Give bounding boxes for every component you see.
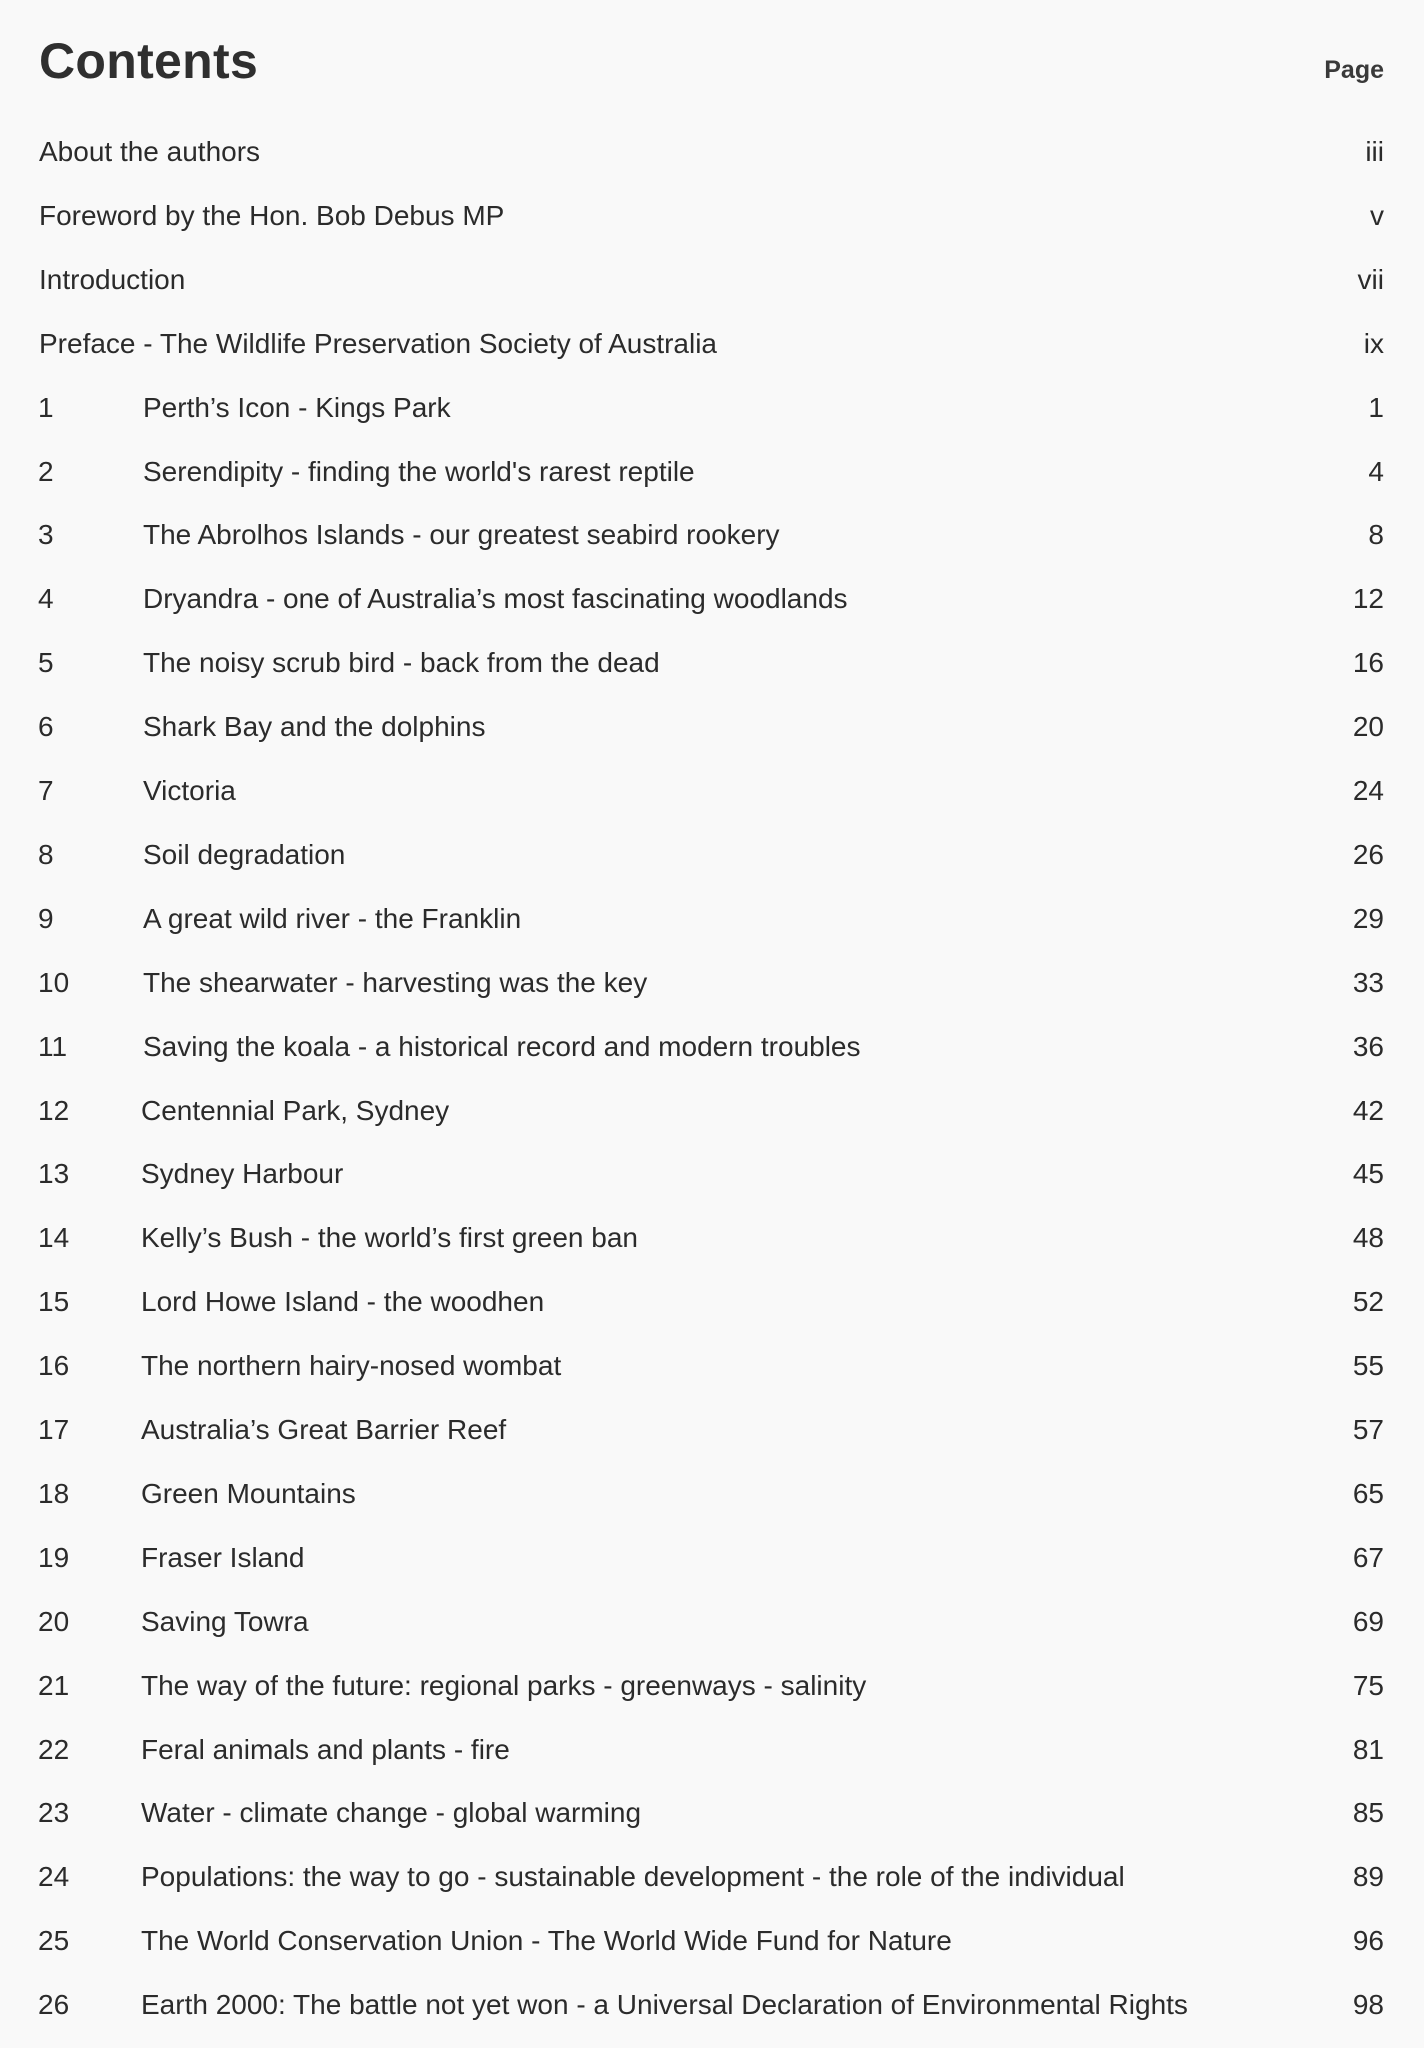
front-matter-item [0, 196, 1424, 236]
page-number: 45 [1352, 1158, 1384, 1190]
page-number: 16 [1352, 647, 1384, 679]
chapter-title: Victoria [143, 775, 236, 806]
chapter-number: 19 [38, 1541, 70, 1573]
chapter-item [0, 899, 1424, 939]
chapter-item [0, 1730, 1424, 1770]
chapter-title: Earth 2000: The battle not yet won - a Universal Declaration of Environmental Rights [141, 1989, 1188, 2021]
page-number: 96 [1352, 1925, 1384, 1957]
page-number: 20 [1352, 711, 1384, 743]
page-number: 85 [1352, 1797, 1384, 1829]
chapter-title: Centennial Park, Sydney [141, 1094, 450, 1126]
chapter-title: Serendipity - finding the world's rarest reptile [143, 455, 695, 487]
page-number: 1 [1368, 391, 1384, 423]
page-number: ix [1363, 327, 1384, 359]
chapter-title: Australia’s Great Barrier Reef [141, 1414, 507, 1445]
chapter-title: Kelly’s Bush - the world’s first green ban [141, 1222, 638, 1254]
front-matter-item [0, 324, 1424, 364]
chapter-number: 8 [38, 838, 54, 870]
chapter-item [0, 1027, 1424, 1067]
chapter-number: 5 [38, 647, 54, 679]
chapter-title: Saving the koala - a historical record and modern troubles [143, 1030, 861, 1062]
chapter-title: Fraser Island [141, 1541, 305, 1573]
page-number: 24 [1352, 775, 1384, 806]
chapter-number: 11 [38, 1030, 68, 1062]
front-matter-item [0, 260, 1424, 300]
chapter-title: Sydney Harbour [141, 1158, 344, 1190]
chapter-title: Water - climate change - global warming [141, 1797, 642, 1829]
chapter-title: The noisy scrub bird - back from the dead [143, 647, 660, 679]
page-number: 12 [1352, 583, 1384, 615]
front-matter-title: Introduction [39, 263, 186, 295]
chapter-item [0, 515, 1424, 555]
page-number: 65 [1352, 1477, 1384, 1509]
chapter-number: 6 [38, 711, 54, 743]
chapter-number: 23 [38, 1797, 70, 1829]
chapter-number: 25 [38, 1925, 70, 1957]
page-number: 33 [1352, 966, 1384, 998]
chapter-number: 13 [38, 1158, 70, 1190]
page-number: iii [1365, 136, 1384, 167]
chapter-item [0, 1154, 1424, 1194]
chapter-title: The way of the future: regional parks - greenways - salinity [141, 1669, 867, 1701]
chapter-title: A great wild river - the Franklin [143, 902, 522, 934]
chapter-number: 2 [38, 455, 54, 487]
page-number: 57 [1352, 1414, 1384, 1445]
chapter-item [0, 643, 1424, 683]
chapter-item [0, 1666, 1424, 1706]
chapter-item [0, 1793, 1424, 1833]
chapter-number: 15 [38, 1286, 70, 1318]
page-number: 75 [1352, 1669, 1384, 1701]
chapter-number: 4 [38, 583, 54, 615]
chapter-title: Saving Towra [141, 1605, 309, 1637]
chapter-title: Feral animals and plants - fire [141, 1733, 510, 1765]
chapter-number: 21 [38, 1669, 70, 1701]
front-matter-title: Foreword by the Hon. Bob Debus MP [39, 199, 505, 231]
page-number: 67 [1352, 1541, 1384, 1573]
page-number: 52 [1352, 1286, 1384, 1318]
chapter-number: 3 [38, 519, 54, 551]
page-number: 42 [1352, 1094, 1384, 1126]
page-number: 81 [1352, 1733, 1384, 1765]
chapter-item [0, 1921, 1424, 1961]
chapter-title: Perth’s Icon - Kings Park [143, 391, 451, 423]
page-number: 36 [1352, 1030, 1384, 1062]
chapter-title: The World Conservation Union - The World Wide Fund for Nature [141, 1925, 952, 1957]
page-number: 55 [1352, 1350, 1384, 1382]
page-number: 26 [1352, 838, 1384, 870]
chapter-title: Dryandra - one of Australia’s most fascinating woodlands [143, 583, 848, 615]
chapter-title: Soil degradation [143, 838, 346, 870]
chapter-item [0, 1218, 1424, 1258]
chapter-item [0, 1538, 1424, 1578]
front-matter-title: Preface - The Wildlife Preservation Society of Australia [39, 327, 718, 359]
chapter-item [0, 1346, 1424, 1386]
chapter-title: The northern hairy-nosed wombat [141, 1350, 562, 1382]
chapter-number: 12 [38, 1094, 70, 1126]
chapter-number: 24 [38, 1861, 70, 1893]
chapter-item [0, 1410, 1424, 1450]
chapter-item [0, 452, 1424, 492]
chapter-item [0, 1857, 1424, 1897]
chapter-title: Green Mountains [141, 1477, 356, 1509]
page-number: 29 [1352, 902, 1384, 934]
chapter-number: 9 [38, 902, 54, 934]
chapter-item [0, 835, 1424, 875]
page-number: v [1370, 199, 1384, 231]
chapter-number: 16 [38, 1350, 70, 1382]
page-number: 98 [1352, 1989, 1384, 2021]
chapter-title: The Abrolhos Islands - our greatest seabird rookery [143, 519, 780, 551]
chapter-title: The shearwater - harvesting was the key [143, 966, 648, 998]
chapter-item [0, 707, 1424, 747]
chapter-number: 26 [38, 1989, 70, 2021]
chapter-number: 22 [38, 1733, 70, 1765]
chapter-item [0, 1282, 1424, 1322]
chapter-item [0, 1985, 1424, 2025]
chapter-item [0, 388, 1424, 428]
page-number: 4 [1368, 455, 1384, 487]
chapter-item [0, 1602, 1424, 1642]
chapter-title: Populations: the way to go - sustainable development - the role of the individual [141, 1861, 1125, 1893]
chapter-number: 18 [38, 1477, 70, 1509]
chapter-number: 7 [38, 775, 54, 806]
chapter-number: 10 [38, 966, 70, 998]
page-number: 69 [1352, 1605, 1384, 1637]
chapter-number: 20 [38, 1605, 70, 1637]
chapter-item [0, 771, 1424, 811]
page-title: Contents [39, 33, 259, 89]
chapter-item [0, 1091, 1424, 1131]
page-number: 89 [1352, 1861, 1384, 1893]
front-matter-title: About the authors [39, 136, 261, 167]
chapter-item [0, 963, 1424, 1003]
chapter-item [0, 579, 1424, 619]
chapter-number: 17 [38, 1414, 70, 1445]
chapter-number: 14 [38, 1222, 70, 1254]
front-matter-item [0, 132, 1424, 172]
page-number: 8 [1368, 519, 1384, 551]
chapter-number: 1 [38, 391, 54, 423]
page-column-header: Page [1324, 56, 1384, 84]
page-number: 48 [1352, 1222, 1384, 1254]
chapter-item [0, 1474, 1424, 1514]
chapter-title: Lord Howe Island - the woodhen [141, 1286, 545, 1318]
page-number: vii [1357, 263, 1384, 295]
chapter-title: Shark Bay and the dolphins [143, 711, 486, 743]
